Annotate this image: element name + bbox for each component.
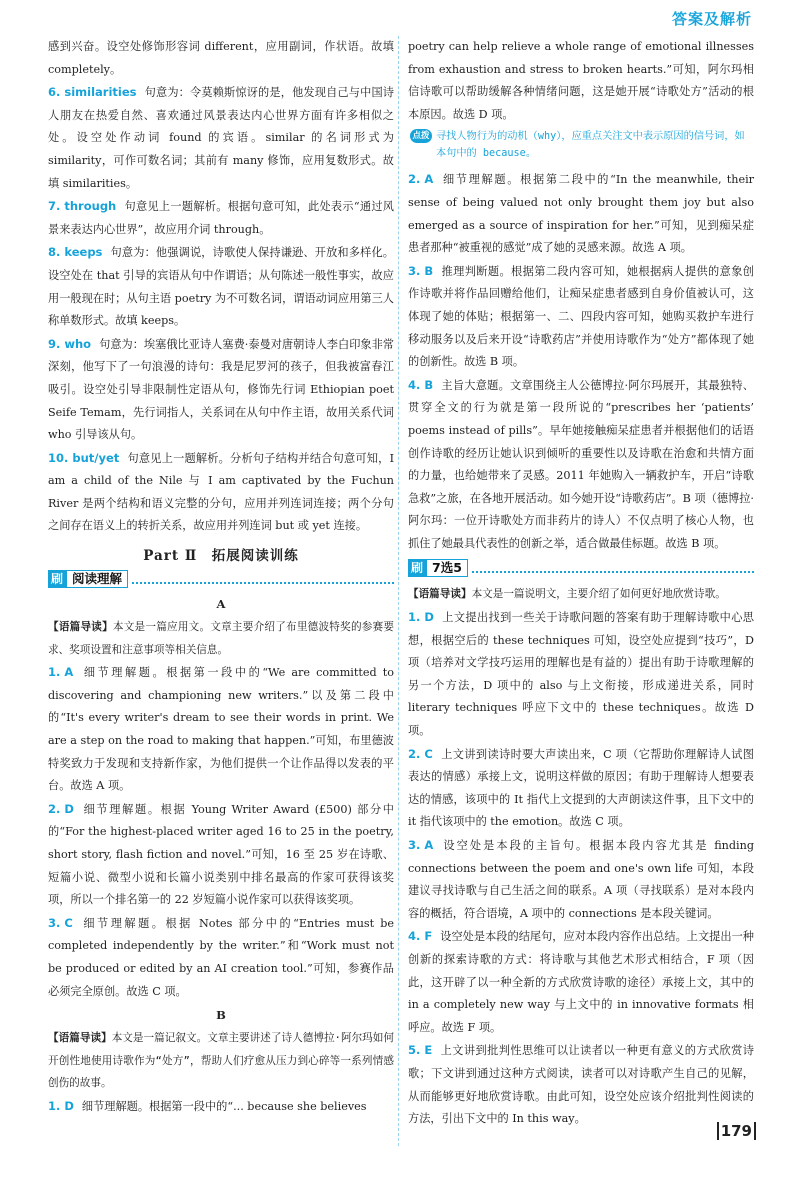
intro-text: 感到兴奋。设空处修饰形容词 different，应用副词，作状语。故填 completely。 [48, 40, 394, 76]
section-badge: 刷 [48, 570, 66, 588]
passage-guide [48, 616, 394, 661]
item-explanation: 上文讲到批判性思维可以让读者以一种更有意义的方式欣赏诗歌；下文讲到通过这种方式阅读，读者可以对诗歌产生自己的见解，从而能够更好地欣赏诗歌。由此可知，设空处应该介绍批判性阅读的方法，引出下文中的 In this way。 [408, 1044, 754, 1126]
answer-item [48, 798, 394, 912]
left-column [48, 36, 394, 1119]
answer-item [48, 1095, 394, 1119]
passage-guide [48, 1027, 394, 1095]
item-explanation: 细节理解题。根据 Notes 部分中的“Entries must be completed independently by the writer.”和“Work must not be produced or edited by an AI creation tool.”可知，参赛作品必须完全原创。故选 C 项。 [48, 916, 394, 998]
item-number: 2. [408, 172, 421, 187]
answer-item [408, 606, 754, 743]
item-number: 6. [48, 85, 61, 100]
item-explanation: 句意为：埃塞俄比亚诗人塞费·泰曼对唐朝诗人李白印象非常深刻，他写下了一句浪漫的诗句：我是尼罗河的孩子，但我被富春江吸引。设空处引导非限制性定语从句，修饰先行词 Ethiopian poet Seife Temam，先行词指人，关系词在从句中作主语，故用关系代词 who 引导该从句。 [48, 337, 394, 442]
section-dots [472, 571, 754, 573]
guide-text: 本文是一篇应用文。文章主要介绍了布里德波特奖的参赛要求、奖项设置和注意事项等相关信息。 [48, 621, 395, 656]
item-explanation: 细节理解题。根据第二段中的“In the meanwhile, their sense of being valued not only brought them joy but also emerged as a source of inspiration for her.”可知，见到痴呆症患者那种“被重视的感觉”成了她的灵感来源。故选 A 项。 [408, 173, 754, 255]
continued-text: poetry can help relieve a whole range of emotional illnesses from exhaustion and stress to broken hearts.”可知，阿尔玛相信诗歌可以帮助缓解各种情绪问题，这是她开展“诗歌处方”活动的根本原因。故选 D 项。 [408, 40, 754, 121]
item-explanation: 主旨大意题。文章围绕主人公德博拉·阿尔玛展开，其最独特、贯穿全文的行为就是第一段所说的“prescribes her ‘patients’ poems instead of pills”。早年她接触痴呆症患者并根据他们的话语创作诗歌的经历让她认识到倾听的重要性以及诗歌在治愈和共情方面的力量，也给她带来了灵感。2011 年她购入一辆救护车，开启“诗歌急救”之旅，在各地开展活动。如今她开设“诗歌药店”。B 项（德博拉·阿尔玛：一位开诗歌处方而非药片的诗人）不仅点明了核心人物，也抓住了她最具代表性的创新之举，适合做最佳标题。故选 B 项。 [408, 378, 754, 550]
answer-item [48, 447, 394, 538]
section-dots [132, 582, 394, 584]
item-number: 5. [408, 1043, 421, 1058]
section-header-7-choose-5 [408, 557, 754, 579]
item-explanation: 细节理解题。根据第一段中的“... because she believes [81, 1099, 367, 1113]
answer-item [48, 912, 394, 1003]
answer-item [408, 260, 754, 374]
section-header-reading [48, 568, 394, 590]
column-divider [398, 36, 399, 1146]
item-explanation: 上文提出找到一些关于诗歌问题的答案有助于理解诗歌中心思想，根据空后的 these techniques 可知，设空处应提到“技巧”，D 项（培养对文学技巧运用的理解也是有益的）提出有助于诗歌理解的另一个方法，D 项中的 also 与上文衔接，形成递进关系，同时 literary techniques 呼应下文中的 these techniques。故选 D 项。 [408, 611, 754, 738]
section-badge: 刷 [408, 559, 426, 577]
item-answer: A [64, 665, 74, 680]
item-number: 7. [48, 199, 61, 214]
answer-item [48, 333, 394, 447]
item-answer: E [424, 1043, 433, 1058]
item-number: 3. [408, 838, 421, 852]
passage-letter: A [216, 597, 226, 612]
item-explanation: 细节理解题。根据 Young Writer Award (£500) 部分中的“For the highest-placed writer aged 16 to 25 in the poetry, short story, flash fiction and novel.”可知，16 至 25 岁在诗歌、短篇小说、微型小说和长篇小说类别中排名最高的作家可获得该奖项，所以一个排名第一的 22 岁短篇小说作家可以获得该奖项。 [48, 802, 394, 907]
item-explanation: 句意见上一题解析。根据句意可知，此处表示“通过风景来表达内心世界”，故应用介词 through。 [48, 200, 394, 236]
guide-text: 本文是一篇说明文，主要介绍了如何更好地欣赏诗歌。 [471, 588, 726, 601]
item-number: 3. [48, 915, 61, 930]
item-answer: but/yet [72, 450, 120, 465]
item-number: 1. [48, 665, 61, 680]
item-answer: D [424, 610, 434, 625]
answer-item [48, 661, 394, 798]
tip-box [408, 128, 754, 162]
answer-item [408, 168, 754, 259]
item-number: 4. [408, 377, 421, 392]
item-explanation: 细节理解题。根据第一段中的“We are committed to discovering and championing new writers.”以及第二段中的“It's every writer's dream to see their words in print. We are a step on the road to making that happen.”可知，布里德波特奖致力于发现和支持新作家，为他们提供一个让作品得以发表的平台。故选 A 项。 [48, 666, 394, 793]
answer-item [48, 195, 394, 241]
item-answer: keeps [64, 245, 103, 260]
item-answer: similarities [64, 85, 137, 100]
right-column [408, 36, 754, 1131]
tip-text: 寻找人物行为的动机（why），应重点关注文中表示原因的信号词，如本句中的 because。 [436, 131, 745, 160]
item-explanation: 句意为：他强调说，诗歌使人保持谦逊、开放和多样化。设空处在 that 引导的宾语从句中作谓语；从句陈述一般性事实，故应用一般现在时；从句主语 poetry 为不可数名词，谓语动词应用第三人称单数形式。故填 keeps。 [48, 246, 394, 328]
item-number: 9. [48, 336, 61, 351]
answer-item [408, 743, 754, 834]
item-answer: B [424, 263, 434, 278]
tip-icon: 点拨 [410, 129, 432, 143]
item-number: 1. [408, 610, 421, 625]
item-explanation: 设空处是本段的主旨句。根据本段内容尤其是 finding connections between the poem and one's own life 可知，本段建议寻找诗歌与自己生活之间的联系。A 项（寻找联系）是对本段内容的概括，符合语境，A 项中的 connections 是本段关键词。 [408, 839, 754, 920]
part-title: Part Ⅱ 拓展阅读训练 [143, 548, 299, 565]
item-explanation: 上文讲到读诗时要大声读出来，C 项（它帮助你理解诗人试图表达的情感）承接上文，说明这样做的原因；有助于理解诗人想要表达的情感，该项中的 It 指代上文提到的大声朗读这件事，且下文中的 it 指代该项中的 the emotion。故选 C 项。 [408, 747, 754, 829]
guide-tag: 【语篇导读】 [408, 588, 472, 601]
item-number: 10. [48, 450, 69, 465]
section-label: 7选5 [426, 559, 468, 577]
header-title: 答案及解析 [671, 10, 752, 28]
passage-letter: B [216, 1008, 226, 1023]
item-explanation: 设空处是本段的结尾句，应对本段内容作出总结。上文提出一种创新的探索诗歌的方式：将诗歌与其他艺术形式相结合，F 项（因此，这开辟了以一种全新的方式欣赏诗歌的途径）承接上文，其中的 in a completely new way 与上文中的 in innovative formats 相呼应。故选 F 项。 [408, 930, 754, 1034]
item-number: 8. [48, 245, 61, 260]
answer-item [408, 834, 754, 925]
item-explanation: 句意为：令莫赖斯惊讶的是，他发现自己与中国诗人朋友在热爱自然、喜欢通过风景表达内心世界方面有许多相似之处。设空处作动词 found 的宾语。similar 的名词形式为 similarity，可作可数名词；其前有 many 修饰，应用复数形式。故填 similarities。 [48, 86, 394, 190]
item-answer: C [64, 915, 73, 930]
passage-guide [408, 583, 754, 606]
item-explanation: 推理判断题。根据第二段内容可知，她根据病人提供的意象创作诗歌并将作品回赠给他们，让痴呆症患者感到自身价值被认可，这体现了她的体贴；根据第一、二、四段内容可知，她购买救护车进行移动服务以及后来开设“诗歌药店”并使用诗歌作为“处方”都体现了她的创新性。故选 B 项。 [408, 264, 754, 369]
item-answer: A [424, 172, 434, 187]
guide-tag: 【语篇导读】 [48, 1032, 112, 1045]
item-number: 1. [48, 1098, 61, 1113]
answer-item [48, 81, 394, 195]
guide-tag: 【语篇导读】 [48, 621, 113, 634]
item-answer: A [424, 838, 434, 852]
item-number: 2. [408, 746, 421, 761]
section-label: 阅读理解 [66, 570, 128, 588]
answer-item [408, 1039, 754, 1130]
item-number: 3. [408, 263, 421, 278]
item-answer: B [424, 377, 434, 392]
item-explanation: 句意见上一题解析。分析句子结构并结合句意可知，I am a child of the Nile 与 I am captivated by the Fuchun River 是两个结构和语义完整的分句，应用并列连词连接；两个分句之间存在语义上的转折关系，故应用并列连词 but 或 yet 连接。 [48, 451, 394, 533]
item-number: 2. [48, 801, 61, 816]
answer-item [408, 925, 754, 1039]
item-answer: D [64, 801, 74, 816]
item-answer: through [64, 199, 117, 214]
item-answer: C [424, 746, 433, 761]
item-answer: D [64, 1098, 74, 1113]
item-answer: who [64, 336, 92, 351]
guide-text: 本文是一篇记叙文。文章主要讲述了诗人德博拉·阿尔玛如何开创性地使用诗歌作为“处方”，帮助人们疗愈从压力到心碎等一系列情感创伤的故事。 [48, 1032, 394, 1090]
page-number: 179 [717, 1122, 752, 1140]
item-answer: F [424, 929, 433, 944]
answer-item [48, 241, 394, 332]
item-number: 4. [408, 929, 421, 944]
answer-item [408, 374, 754, 556]
